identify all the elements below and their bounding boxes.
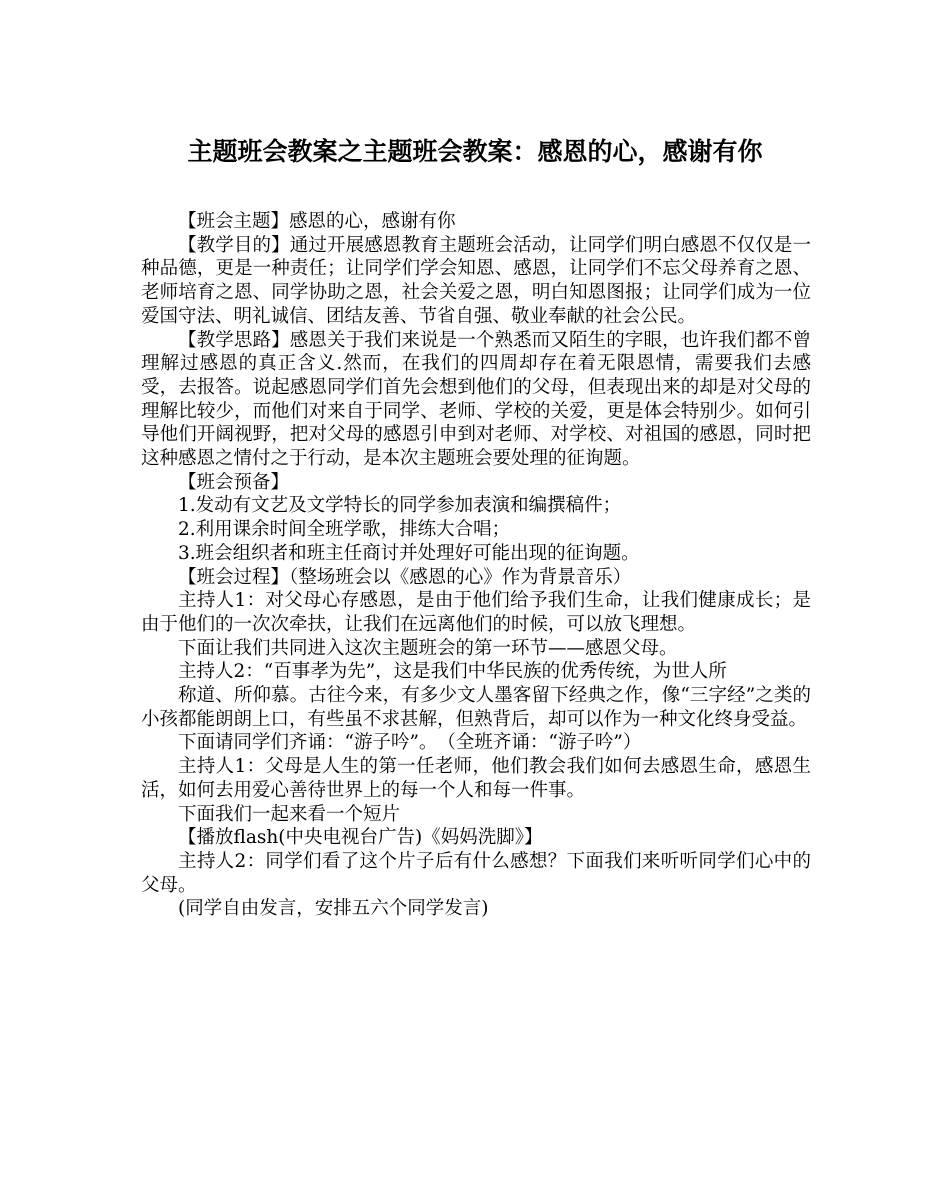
- paragraph-teaching-approach: 【教学思路】感恩关于我们来说是一个熟悉而又陌生的字眼，也许我们都不曾理解过感恩的真正含义.然而，在我们的四周却存在着无限恩情，需要我们去感受，去报答。说起感恩同学们首先会想到他们的父母，但表现出来的却是对父母的理解比较少，而他们对来自于同学、老师、学校的关爱，更是体会特别少。如何引导他们开阔视野，把对父母的感恩引申到对老师、对学校、对祖国的感恩，同时把这种感恩之情付之于行动，是本次主题班会要处理的征询题。: [141, 329, 811, 470]
- paragraph-host2-reflection: 主持人2：同学们看了这个片子后有什么感想？下面我们来听听同学们心中的父母。: [141, 850, 811, 896]
- paragraph-host1-parents: 主持人1：父母是人生的第一任老师，他们教会我们如何去感恩生命，感恩生活，如何去用爱心善待世界上的每一个人和每一件事。: [141, 756, 811, 801]
- paragraph-play-flash: 【播放flash(中央电视台广告)《妈妈洗脚》】: [178, 827, 543, 849]
- paragraph-teaching-goal: 【教学目的】通过开展感恩教育主题班会活动，让同学们明白感恩不仅仅是一种品德，更是一种责任；让同学们学会知恩、感恩，让同学们不忘父母养育之恩、老师培育之恩、同学协助之恩，社会关爱之恩，明白知恩图报；让同学们成为一位爱国守法、明礼诚信、团结友善、节省自强、敬业奉献的社会公民。: [141, 234, 811, 327]
- paragraph-classics: 称道、所仰慕。古往今来，有多少文人墨客留下经典之作，像“三字经”之类的小孩都能朗朗上口，有些虽不求甚解，但熟背后，却可以作为一种文化终身受益。: [141, 685, 811, 730]
- paragraph-first-section: 下面让我们共同进入这次主题班会的第一环节——感恩父母。: [178, 637, 678, 659]
- paragraph-host2-filial: 主持人2：“百事孝为先”，这是我们中华民族的优秀传统，为世人所: [178, 661, 727, 683]
- paragraph-recitation: 下面请同学们齐诵：“游子吟”。 （全班齐诵：“游子吟”）: [178, 732, 642, 754]
- paragraph-short-film: 下面我们一起来看一个短片: [178, 803, 401, 825]
- paragraph-host1-intro: 主持人1：对父母心存感恩，是由于他们给予我们生命，让我们健康成长；是由于他们的一次次牵扶，让我们在远离他们的时候，可以放飞理想。: [141, 590, 811, 635]
- paragraph-preparation-item-3: 3.班会组织者和班主任商讨并处理好可能出现的征询题。: [178, 542, 640, 564]
- paragraph-preparation-item-1: 1.发动有文艺及文学特长的同学参加表演和编撰稿件；: [178, 495, 622, 517]
- paragraph-process-heading: 【班会过程】（整场班会以《感恩的心》作为背景音乐）: [178, 566, 632, 588]
- paragraph-class-topic: 【班会主题】感恩的心，感谢有你: [178, 211, 456, 232]
- document-body: [141, 210, 811, 921]
- paragraph-preparation-item-2: 2.利用课余时间全班学歌，排练大合唱；: [178, 519, 511, 541]
- paragraph-free-speech: (同学自由发言，安排五六个同学发言): [178, 898, 489, 920]
- paragraph-preparation-heading: 【班会预备】: [178, 471, 290, 493]
- document-title: 主题班会教案之主题班会教案：感恩的心，感谢有你: [187, 137, 763, 166]
